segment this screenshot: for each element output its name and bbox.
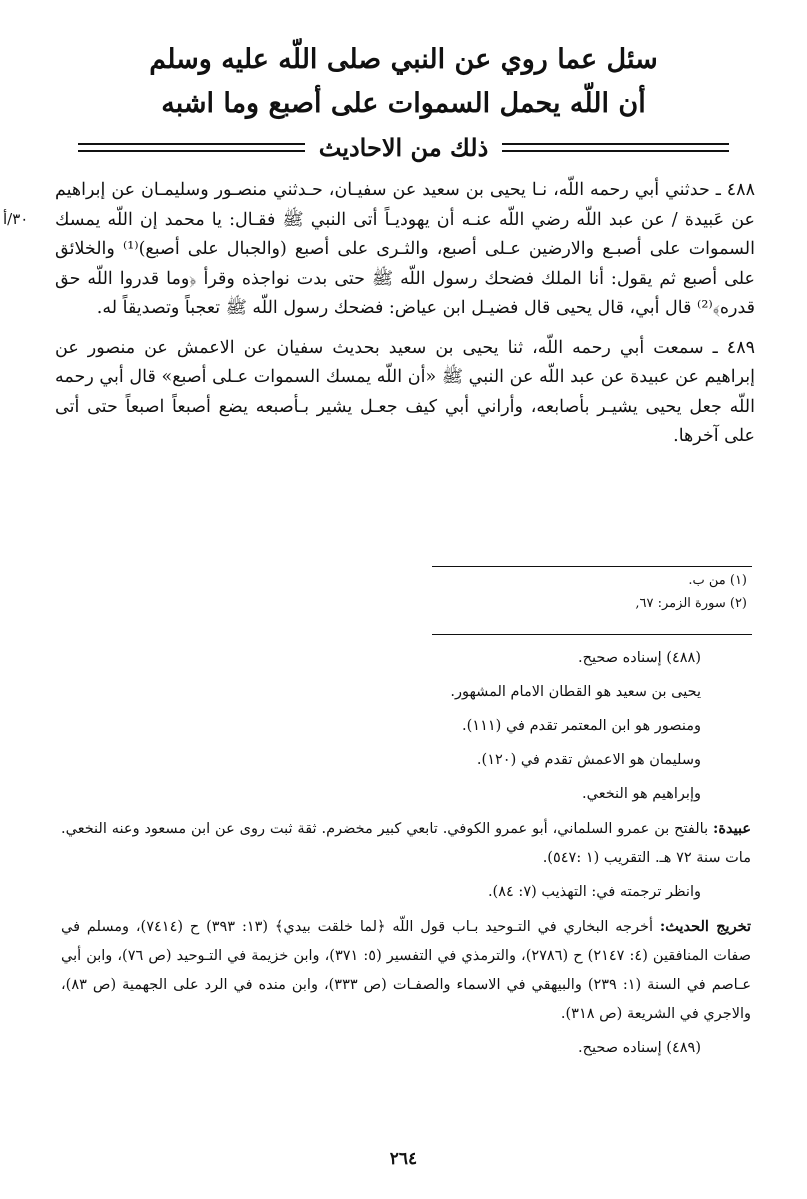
takhrij-label: تخريج الحديث: [659, 918, 751, 935]
footnotes [67, 569, 747, 615]
title-line-2: أن اللّه يحمل السموات على أصبع وما اشبه [161, 88, 646, 119]
chapter-title [0, 38, 807, 126]
hadith-text: سمعت أبي رحمه اللّه، ثنا يحيى بن سعيد بحديث سفيان عن الاعمش عن منصور عن إبراهيم عن عبيدة عن عبد اللّه عن النبي ﷺ «أن اللّه يمسك السموات عـلى أصبع» قال أبي رحمه اللّه جعل يحيى يشيـر بأصابعه، وأراني أبي كيف جعـل يشير بـأصبعه يضع أصبعاً اصبعاً حتى أتى على آخرها. [55, 337, 755, 446]
double-rule-left [78, 143, 305, 152]
commentary-489-heading: (٤٨٩) إسناده صحيح. [578, 1040, 701, 1056]
commentary-488-heading: (٤٨٨) إسناده صحيح. [578, 650, 701, 666]
hadith-489: ٤٨٩ ـ سمعت أبي رحمه اللّه، ثنا يحيى بن سعيد بحديث سفيان عن الاعمش عن منصور عن إبراهيم عن عبيدة عن عبد اللّه عن النبي ﷺ «أن اللّه يمسك السموات عـلى أصبع» قال أبي رحمه اللّه جعل يحيى يشيـر بأصابعه، وأراني أبي كيف جعـل يشير بـأصبعه يضع أصبعاً اصبعاً حتى أتى على آخرها. [55, 337, 755, 446]
footnote-1: (١) من ب. [688, 573, 747, 588]
margin-folio-ref: ٣٠/أ [3, 210, 29, 228]
narrator-note: يحيى بن سعيد هو القطان الامام المشهور. [450, 684, 701, 700]
main-text [55, 176, 755, 462]
commentary [61, 644, 751, 1068]
ubayda-note [61, 814, 751, 873]
tahdhib-note: وانظر ترجمته في: التهذيب (٧: ٨٤). [487, 884, 701, 900]
commentary-separator [432, 634, 752, 635]
hadith-text: حدثني أبي رحمه اللّه، نـا يحيى بن سعيد عن سفيـان، حـدثني منصـور وسليمـان عن إبراهيم عن عَبيدة / عن عبد اللّه رضي اللّه عنـه أن يهوديـاً أتى النبي ﷺ فقـال: يا محمد إن اللّه يمسك السموات على أصبـع والارضين عـلى أصبع، والثـرى على أصبع (والجبال على أصبع)⁽¹⁾ والخلائق على أصبع ثم يقول: أنا الملك فضحك رسول اللّه ﷺ حتى بدت نواجذه وقرأ ﴿وما قدروا اللّه حق قدره﴾⁽²⁾ قال أبي، قال يحيى قال فضيـل ابن عياض: فضحك رسول اللّه ﷺ تعجباً وتصديقاً له. [55, 180, 755, 318]
hadith-number: ٤٨٩ [726, 337, 755, 358]
narrator-note: وسليمان هو الاعمش تقدم في (١٢٠). [476, 752, 701, 768]
takhrij-note [61, 912, 751, 1029]
narrator-note: ومنصور هو ابن المعتمر تقدم في (١١١). [462, 718, 701, 734]
narrator-note: وإبراهيم هو النخعي. [582, 786, 701, 802]
footnote-2: (٢) سورة الزمر: ٦٧, [635, 596, 747, 611]
hadith-488: ٤٨٨ ـ حدثني أبي رحمه اللّه، نـا يحيى بن سعيد عن سفيـان، حـدثني منصـور وسليمـان عن إبراهيم عن عَبيدة / عن عبد اللّه رضي اللّه عنـه أن يهوديـاً أتى النبي ﷺ فقـال: يا محمد إن اللّه يمسك السموات على أصبـع والارضين عـلى أصبع، والثـرى على أصبع (والجبال على أصبع)⁽¹⁾ والخلائق على أصبع ثم يقول: أنا الملك فضحك رسول اللّه ﷺ حتى بدت نواجذه وقرأ ﴿وما قدروا اللّه حق قدره﴾⁽²⁾ قال أبي، قال يحيى قال فضيـل ابن عياض: فضحك رسول اللّه ﷺ تعجباً وتصديقاً له. [55, 180, 755, 318]
chapter-subtitle: ذلك من الاحاديث [318, 132, 489, 162]
hadith-number: ٤٨٨ [726, 180, 755, 200]
page-number: ٢٦٤ [389, 1149, 418, 1169]
title-line-1: سئل عما روي عن النبي صلى اللّه عليه وسلم [149, 44, 658, 75]
takhrij-text: أخرجه البخاري في التـوحيد بـاب قول اللّه ﴿لما خلقت بيدي﴾ (١٣: ٣٩٣) ح (٧٤١٤)، ومسلم في صفات المنافقين (٤: ٢١٤٧) ح (٢٧٨٦)، والترمذي في التفسير (٥: ٣٧١)، وابن خزيمة في التـوحيد (ص ٧٦)، وابن أبي عـاصم في السنة (١: ٢٣٩) والبيهقي في الاسماء والصفـات (ص ٣٣٣)، وابن منده في الرد على الجهمية (ص ٨٣)، والاجري في الشريعة (ص ٣١٨). [61, 919, 752, 1022]
double-rule-right [502, 143, 729, 152]
ubayda-text: بالفتح بن عمرو السلماني، أبو عمرو الكوفي. تابعي كبير مخضرم. ثقة ثبت روى عن ابن مسعود وعنه النخعي. مات سنة ٧٢ هـ. التقريب (١ :٥٤٧). [61, 821, 751, 866]
subtitle-row [78, 130, 729, 164]
ubayda-label: عبيدة: [713, 820, 751, 837]
footnote-separator [432, 566, 752, 567]
